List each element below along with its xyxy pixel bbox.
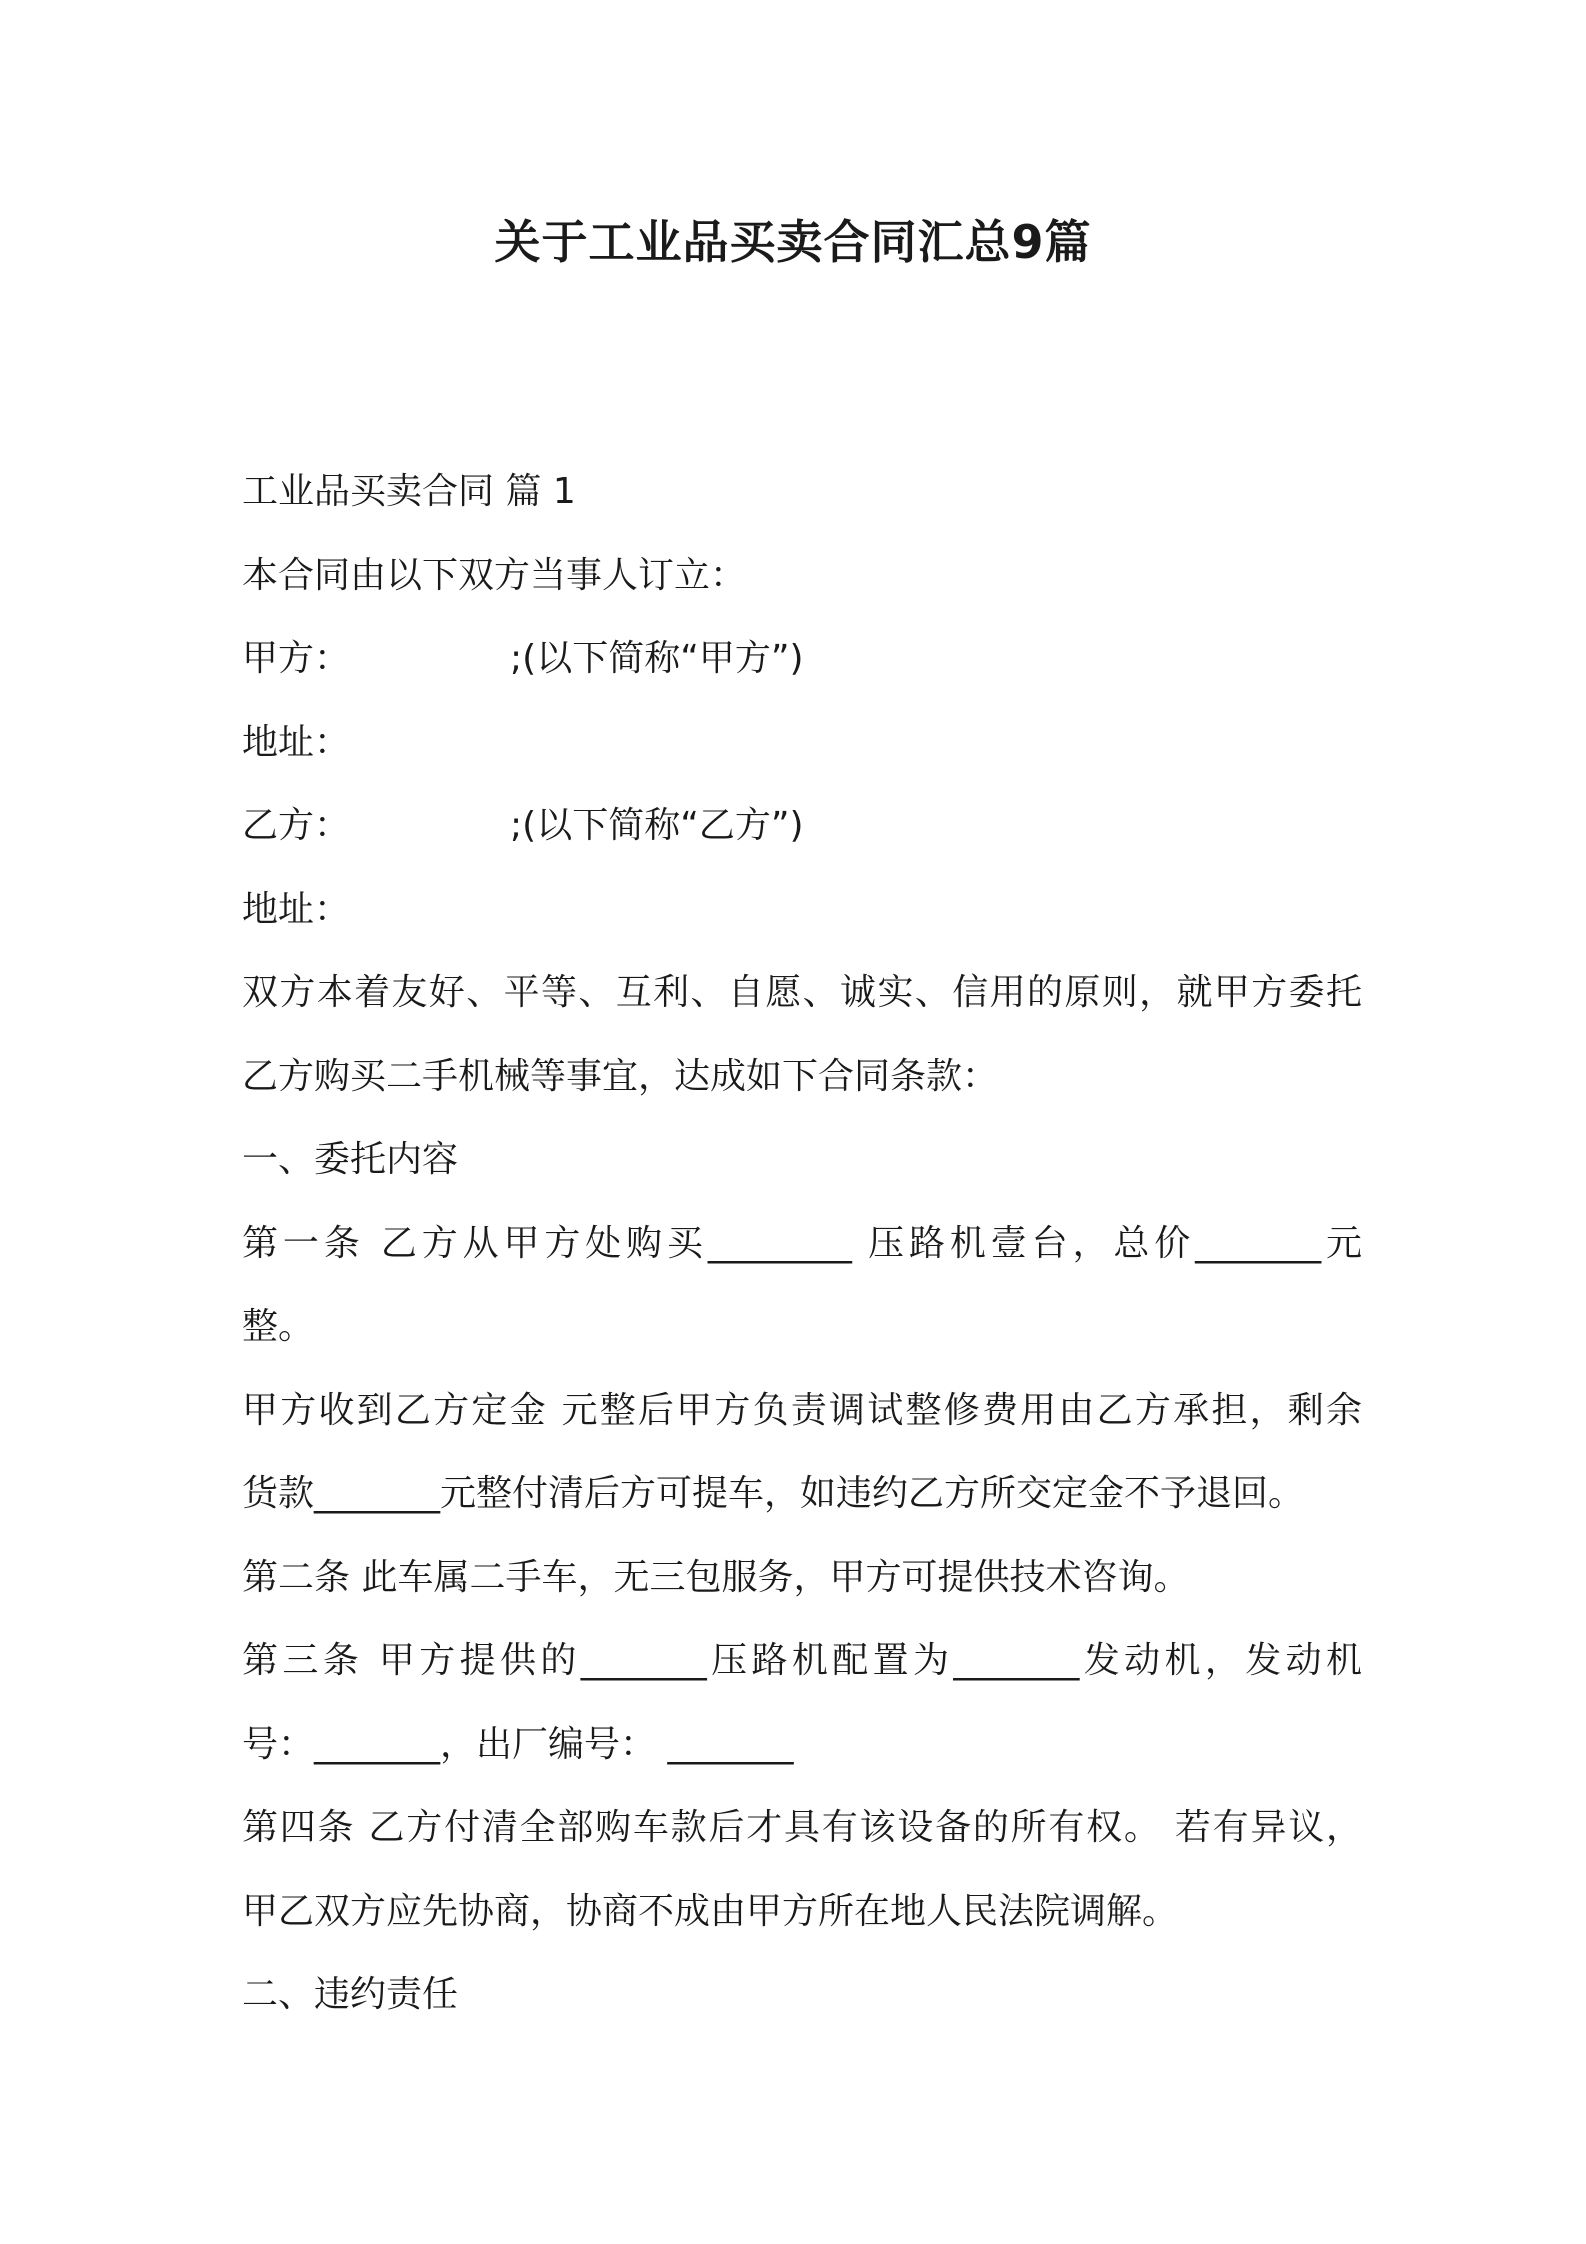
heading-entrust-content: 一、委托内容 (242, 1139, 459, 1180)
document-body (242, 450, 1362, 2037)
heading-breach-liability: 二、违约责任 (242, 1974, 459, 2015)
section-heading: 工业品买卖合同 篇 1 (242, 471, 576, 512)
party-b-line (242, 784, 1362, 868)
principle-line-1: 双方本着友好、平等、互利、自愿、诚实、信用的原则，就甲方委托 (242, 972, 1362, 1013)
party-a-line (242, 617, 1362, 701)
intro-line: 本合同由以下双方当事人订立： (242, 554, 747, 596)
address-a-line: 地址： (242, 721, 351, 763)
deposit-line-1: 甲方收到乙方定金 元整后甲方负责调试整修费用由乙方承担，剩余 (242, 1389, 1362, 1431)
article-3-line-2: 号：_______，出厂编号： _______ (242, 1723, 794, 1765)
party-b-note: ;(以下简称“乙方”) (510, 805, 804, 846)
address-b-line: 地址： (242, 888, 351, 930)
party-a-note: ;(以下简称“甲方”) (510, 638, 804, 679)
article-3-line-1: 第三条 甲方提供的_______压路机配置为_______发动机，发动机 (242, 1640, 1362, 1681)
article-2: 第二条 此车属二手车，无三包服务，甲方可提供技术咨询。 (242, 1556, 1190, 1598)
party-b-label: 乙方： (242, 805, 351, 846)
article-1-line-1: 第一条 乙方从甲方处购买________ 压路机壹台，总价_______元 (242, 1222, 1362, 1264)
article-1-line-2: 整。 (242, 1306, 315, 1347)
party-a-label: 甲方： (242, 638, 351, 679)
article-4-line-2: 甲乙双方应先协商，协商不成由甲方所在地人民法院调解。 (242, 1890, 1179, 1932)
principle-line-2: 乙方购买二手机械等事宜，达成如下合同条款： (242, 1055, 999, 1097)
deposit-line-2: 货款_______元整付清后方可提车，如违约乙方所交定金不予退回。 (242, 1473, 1305, 1514)
article-4-line-1: 第四条 乙方付清全部购车款后才具有该设备的所有权。 若有异议， (242, 1807, 1362, 1848)
document-title: 关于工业品买卖合同汇总9篇 (494, 215, 1092, 269)
